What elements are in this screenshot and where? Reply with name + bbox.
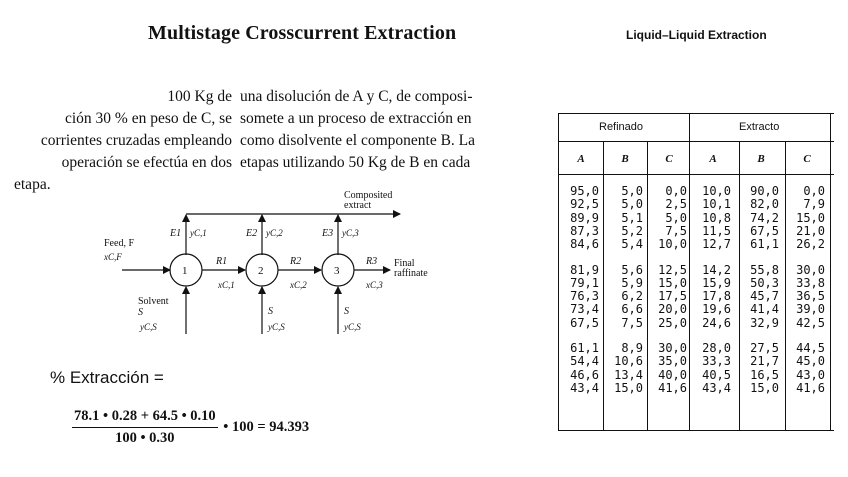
final-raffinate-label: Final [394, 258, 415, 269]
raffinate-x-label: xC,3 [366, 280, 383, 290]
problem-left-line: corrientes cruzadas empleando [40, 132, 232, 149]
table-cell: 11,5 [702, 223, 731, 238]
table-cell: 10,6 [614, 354, 643, 369]
extraction-label: % Extracción = [50, 368, 164, 387]
stage-number: 3 [334, 265, 340, 277]
table-cell: 84,6 [570, 237, 599, 252]
table-cell: 5,0 [665, 210, 687, 225]
table-cell: 15,0 [614, 380, 643, 395]
table-cell: 43,4 [702, 380, 731, 395]
table-cell: 76,3 [570, 289, 599, 304]
column-header: B [757, 153, 765, 165]
problem-left-line: operación se efectúa en dos [61, 154, 232, 171]
table-cell: 40,0 [658, 367, 687, 382]
table-cell: 45,7 [750, 289, 779, 304]
table-cell: 41,6 [796, 380, 825, 395]
section-subtitle: Liquid–Liquid Extraction [626, 28, 767, 42]
table-cell: 5,0 [621, 197, 643, 212]
table-cell: 36,5 [796, 289, 825, 304]
table-cell: 10,8 [702, 210, 731, 225]
table-cell: 35,0 [658, 354, 687, 369]
right-edge-line [830, 114, 831, 430]
table-cell: 5,0 [621, 184, 643, 198]
table-cell: 95,0 [570, 184, 599, 198]
table-cell: 12,5 [658, 262, 687, 277]
group-header-extracto: Extracto [739, 121, 780, 133]
formula-result: • 100 = 94.393 [223, 419, 310, 435]
table-cell: 10,1 [702, 197, 731, 212]
table-cell: 17,5 [658, 289, 687, 304]
table-cell: 13,4 [614, 367, 643, 382]
table-cell: 16,5 [750, 367, 779, 382]
raffinate-label: R2 [290, 256, 302, 267]
raffinate-label: R1 [216, 256, 228, 267]
table-cell: 82,0 [750, 197, 779, 212]
stage-number: 2 [258, 265, 264, 277]
table-cell: 28,0 [702, 341, 731, 355]
problem-right-line: como disolvente el componente B. La [240, 132, 476, 149]
fraction [72, 408, 218, 447]
table-cell: 6,2 [621, 289, 643, 304]
table-cell: 7,5 [665, 223, 687, 238]
composited-label: extract [344, 200, 372, 211]
raffinate-x-label: xC,2 [290, 280, 307, 290]
table-cell: 30,0 [658, 341, 687, 355]
table-cell: 42,5 [796, 315, 825, 330]
table-cell: 5,1 [621, 210, 643, 225]
composited-label: Composited [344, 190, 393, 201]
table-cell: 92,5 [570, 197, 599, 212]
table-cell: 25,0 [658, 315, 687, 330]
table-cell: 5,9 [621, 275, 643, 290]
table-cell: 79,1 [570, 275, 599, 290]
problem-right-line: somete a un proceso de extracción en [240, 110, 472, 127]
table-cell: 61,1 [750, 237, 779, 252]
table-cell: 33,8 [796, 275, 825, 290]
problem-left-line: etapa. [14, 176, 51, 193]
table-cell: 15,0 [796, 210, 825, 225]
table-cell: 55,8 [750, 262, 779, 277]
table-cell: 5,6 [621, 262, 643, 277]
table-cell: 2,5 [665, 197, 687, 212]
problem-left-line: ción 30 % en peso de C, se [64, 110, 232, 127]
stage-number: 1 [182, 265, 188, 277]
table-cell: 39,0 [796, 302, 825, 317]
table-cell: 6,6 [621, 302, 643, 317]
group-header-refinado: Refinado [599, 121, 644, 133]
table-cell: 30,0 [796, 262, 825, 277]
table-cell: 41,4 [750, 302, 779, 317]
solvent-y-label: yC,S [140, 322, 157, 332]
column-divider [603, 141, 604, 430]
table-cell: 8,9 [621, 341, 643, 355]
column-header: A [709, 153, 717, 165]
solvent-y-label: yC,S [344, 322, 361, 332]
solvent-y-label: yC,S [268, 322, 285, 332]
table-cell: 44,5 [796, 341, 825, 355]
table-cell: 33,3 [702, 354, 731, 369]
table-cell: 21,0 [796, 223, 825, 238]
extract-label: E3 [322, 228, 334, 239]
problem-left-line: 100 Kg de [167, 88, 232, 105]
column-divider [647, 141, 648, 430]
table-cell: 15,0 [750, 380, 779, 395]
table-cell: 0,0 [665, 184, 687, 198]
problem-right-line: etapas utilizando 50 Kg de B en cada [240, 154, 471, 171]
table-cell: 10,0 [702, 184, 731, 198]
fraction-numerator: 78.1 • 0.28 + 64.5 • 0.10 [72, 408, 218, 428]
table-cell: 74,2 [750, 210, 779, 225]
table-cell: 19,6 [702, 302, 731, 317]
table-cell: 24,6 [702, 315, 731, 330]
table-cell: 7,5 [621, 315, 643, 330]
table-cell: 50,3 [750, 275, 779, 290]
extract-y-label: yC,2 [266, 228, 283, 238]
table-cell: 40,5 [702, 367, 731, 382]
solvent-label: Solvent [138, 296, 169, 307]
table-cell: 41,6 [658, 380, 687, 395]
problem-right-line: una disolución de A y C, de composi- [240, 88, 473, 105]
table-cell: 17,8 [702, 289, 731, 304]
solvent-s-label: S [268, 306, 273, 317]
table-cell: 90,0 [750, 184, 779, 198]
feed-x-label: xC,F [104, 252, 122, 262]
table-cell: 20,0 [658, 302, 687, 317]
table-cell: 87,3 [570, 223, 599, 238]
extract-label: E2 [246, 228, 258, 239]
raffinate-label: R3 [366, 256, 378, 267]
table-cell: 26,2 [796, 237, 825, 252]
column-header: C [665, 153, 673, 165]
column-header: B [621, 153, 629, 165]
fraction-denominator: 100 • 0.30 [115, 430, 175, 446]
column-header: A [577, 153, 585, 165]
header-divider [559, 174, 834, 175]
final-raffinate-label: raffinate [394, 268, 428, 279]
column-divider [785, 141, 786, 430]
raffinate-x-label: xC,1 [218, 280, 235, 290]
table-cell: 67,5 [570, 315, 599, 330]
extract-label: E1 [170, 228, 182, 239]
table-cell: 10,0 [658, 237, 687, 252]
table-cell: 54,4 [570, 354, 599, 369]
solvent-s-label: S [344, 306, 349, 317]
page-title: Multistage Crosscurrent Extraction [148, 22, 457, 44]
group-divider [689, 114, 690, 430]
table-cell: 67,5 [750, 223, 779, 238]
table-cell: 21,7 [750, 354, 779, 369]
table-cell: 43,0 [796, 367, 825, 382]
column-divider [739, 141, 740, 430]
table-cell: 15,0 [658, 275, 687, 290]
table-cell: 45,0 [796, 354, 825, 369]
table-cell: 73,4 [570, 302, 599, 317]
column-header: C [803, 153, 811, 165]
table-cell: 7,9 [803, 197, 825, 212]
table-cell: 12,7 [702, 237, 731, 252]
table-cell: 0,0 [803, 184, 825, 198]
equilibrium-table [558, 113, 834, 431]
table-cell: 15,9 [702, 275, 731, 290]
crosscurrent-diagram [100, 184, 430, 344]
header-divider [559, 141, 834, 142]
table-cell: 5,4 [621, 237, 643, 252]
table-cell: 14,2 [702, 262, 731, 277]
table-cell: 27,5 [750, 341, 779, 355]
table-cell: 81,9 [570, 262, 599, 277]
extract-y-label: yC,1 [190, 228, 207, 238]
table-cell: 5,2 [621, 223, 643, 238]
problem-text-right [240, 86, 540, 174]
problem-text-left [0, 86, 232, 196]
extraction-formula [72, 408, 309, 447]
table-cell: 32,9 [750, 315, 779, 330]
table-cell: 89,9 [570, 210, 599, 225]
feed-label: Feed, F [104, 238, 134, 249]
solvent-label: S [138, 307, 143, 318]
table-cell: 46,6 [570, 367, 599, 382]
table-cell: 43,4 [570, 380, 599, 395]
table-cell: 61,1 [570, 341, 599, 355]
extract-y-label: yC,3 [342, 228, 359, 238]
